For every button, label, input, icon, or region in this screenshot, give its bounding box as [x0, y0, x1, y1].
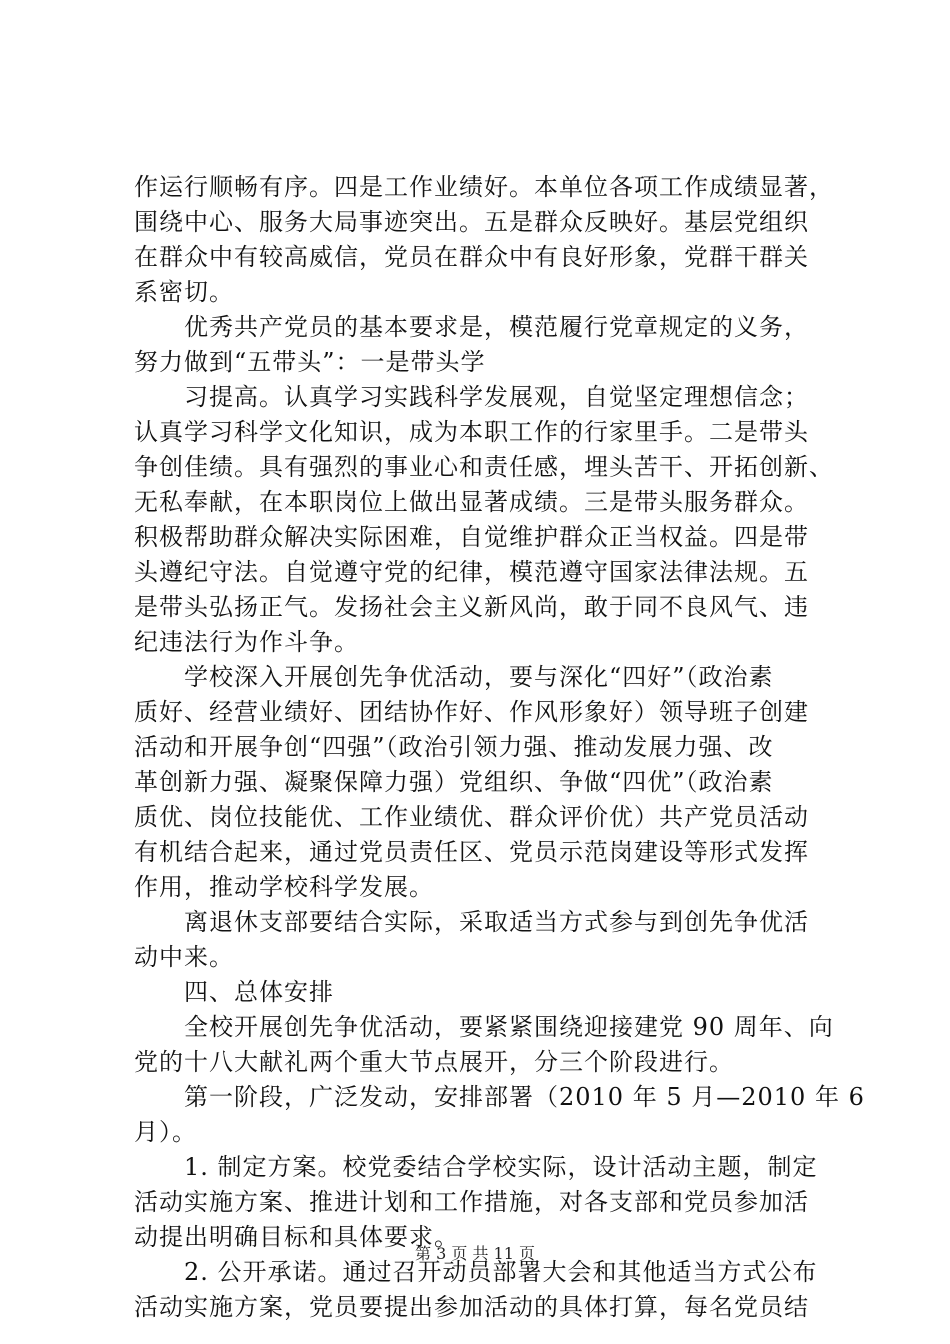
text-line: 有机结合起来，通过党员责任区、党员示范岗建设等形式发挥 [134, 838, 809, 866]
text-line: 1. 制定方案。校党委结合学校实际，设计活动主题，制定 [134, 1153, 818, 1181]
text-line: 系密切。 [134, 278, 234, 306]
text-line: 争创佳绩。具有强烈的事业心和责任感，埋头苦干、开拓创新、 [134, 453, 834, 481]
text-line: 动中来。 [134, 943, 234, 971]
text-line: 全校开展创先争优活动，要紧紧围绕迎接建党 90 周年、向 [134, 1013, 834, 1041]
text-line: 围绕中心、服务大局事迹突出。五是群众反映好。基层党组织 [134, 208, 809, 236]
text-line: 认真学习科学文化知识，成为本职工作的行家里手。二是带头 [134, 418, 809, 446]
text-line: 革创新力强、凝聚保障力强）党组织、争做“四优”（政治素 [134, 768, 774, 796]
text-line: 作用，推动学校科学发展。 [134, 873, 434, 901]
text-line: 质优、岗位技能优、工作业绩优、群众评价优）共产党员活动 [134, 803, 809, 831]
text-line: 活动实施方案、推进计划和工作措施，对各支部和党员参加活 [134, 1188, 809, 1216]
text-line: 离退休支部要结合实际，采取适当方式参与到创先争优活 [134, 908, 809, 936]
section-heading: 四、总体安排 [134, 978, 334, 1006]
text-line: 优秀共产党员的基本要求是，模范履行党章规定的义务， [134, 313, 809, 341]
text-line: 动提出明确目标和具体要求。 [134, 1223, 459, 1251]
text-line: 作运行顺畅有序。四是工作业绩好。本单位各项工作成绩显著， [134, 173, 834, 201]
text-line: 头遵纪守法。自觉遵守党的纪律，模范遵守国家法律法规。五 [134, 558, 809, 586]
text-line: 月）。 [134, 1118, 197, 1146]
text-line: 努力做到“五带头”：一是带头学 [134, 348, 486, 376]
text-line: 纪违法行为作斗争。 [134, 628, 359, 656]
text-line: 2. 公开承诺。通过召开动员部署大会和其他适当方式公布 [134, 1258, 818, 1286]
text-line: 活动和开展争创“四强”（政治引领力强、推动发展力强、改 [134, 733, 774, 761]
text-line: 在群众中有较高威信，党员在群众中有良好形象，党群干群关 [134, 243, 809, 271]
page-number-footer: 第 3 页 共 11 页 [415, 1244, 535, 1263]
text-line: 积极帮助群众解决实际困难，自觉维护群众正当权益。四是带 [134, 523, 809, 551]
text-line: 无私奉献，在本职岗位上做出显著成绩。三是带头服务群众。 [134, 488, 809, 516]
text-line: 学校深入开展创先争优活动，要与深化“四好”（政治素 [134, 663, 774, 691]
text-line: 党的十八大献礼两个重大节点展开，分三个阶段进行。 [134, 1048, 734, 1076]
text-line: 第一阶段，广泛发动，安排部署（2010 年 5 月—2010 年 6 [134, 1083, 865, 1111]
text-line: 习提高。认真学习实践科学发展观，自觉坚定理想信念； [134, 383, 809, 411]
text-line: 质好、经营业绩好、团结协作好、作风形象好）领导班子创建 [134, 698, 809, 726]
text-line: 活动实施方案，党员要提出参加活动的具体打算，每名党员结 [134, 1293, 809, 1321]
text-line: 是带头弘扬正气。发扬社会主义新风尚，敢于同不良风气、违 [134, 593, 809, 621]
